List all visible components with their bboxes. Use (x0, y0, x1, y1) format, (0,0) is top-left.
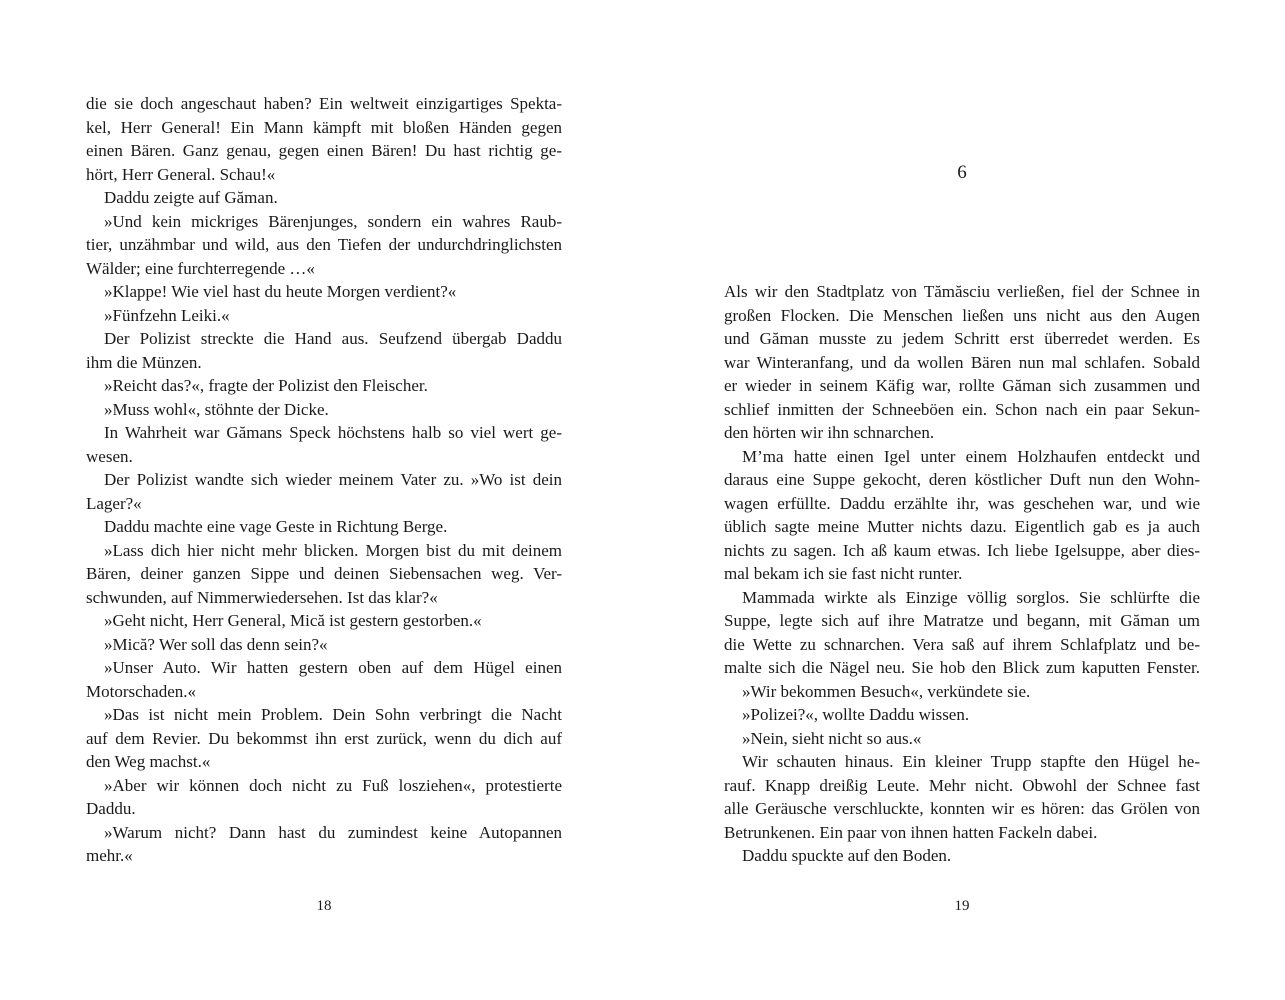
text-line: Betrunkenen. Ein paar von ihnen hatten Fackeln dabei. (724, 822, 1098, 842)
text-line: Wälder; eine furchterregende …« (86, 258, 315, 278)
text-line: üblich sagte meine Mutter nichts dazu. Eigentlich gab es ja auch (724, 517, 1200, 536)
text-line: ihm die Münzen. (86, 352, 202, 372)
text-line: war Winteranfang, und da wollen Bären nun mal schlafen. Sobald (724, 352, 1200, 372)
text-line: alle Geräusche verschluckte, konnten wir es hören: das Grölen von (724, 799, 1200, 818)
text-line: »Unser Auto. Wir hatten gestern oben auf dem Hügel einen (104, 658, 562, 677)
text-line: die sie doch angeschaut haben? Ein weltweit einzigartiges Spekta- (86, 94, 562, 113)
text-line: den Weg machst.« (86, 752, 211, 771)
text-line: daraus eine Suppe gekocht, deren köstlicher Duft nun den Wohn- (724, 470, 1200, 489)
text-line: »Muss wohl«, stöhnte der Dicke. (104, 399, 329, 419)
text-line: Mammada wirkte als Einzige völlig sorglos. Sie schlürfte die (742, 587, 1200, 607)
text-line: Suppe, legte sich auf ihre Matratze und begann, mit Găman um (724, 611, 1200, 630)
text-line: Bären, deiner ganzen Sippe und deinen Siebensachen weg. Ver- (86, 564, 562, 583)
text-line: M’ma hatte einen Igel unter einem Holzhaufen entdeckt und (742, 446, 1200, 466)
text-line: nichts zu sagen. Ich aß kaum etwas. Ich liebe Igelsuppe, aber dies- (724, 540, 1200, 560)
text-line: »Und kein mickriges Bärenjunges, sondern ein wahres Raub- (104, 211, 562, 231)
right-page-number: 19 (954, 898, 970, 914)
text-line: Motorschaden.« (86, 681, 197, 701)
text-line: »Polizei?«, wollte Daddu wissen. (742, 705, 970, 724)
text-line: Der Polizist streckte die Hand aus. Seufzend übergab Daddu (104, 329, 562, 348)
text-line: Daddu. (86, 799, 136, 818)
text-line: »Reicht das?«, fragte der Polizist den Fleischer. (104, 376, 428, 395)
text-line: Wir schauten hinaus. Ein kleiner Trupp stapfte den Hügel he- (742, 752, 1200, 771)
text-line: »Warum nicht? Dann hast du zumindest keine Autopannen (104, 822, 562, 842)
text-line: Daddu zeigte auf Găman. (104, 188, 278, 207)
text-line: mal bekam ich sie fast nicht runter. (724, 564, 963, 583)
text-line: mehr.« (86, 846, 133, 865)
text-line: Als wir den Stadtplatz von Tămăsciu verließen, fiel der Schnee in (724, 282, 1200, 301)
text-line: den hörten wir ihn schnarchen. (724, 423, 935, 442)
text-line: »Lass dich hier nicht mehr blicken. Morgen bist du mit deinem (104, 540, 562, 560)
text-line: wesen. (86, 446, 133, 466)
left-page (0, 0, 642, 1000)
text-line: In Wahrheit war Gămans Speck höchstens halb so viel wert ge- (104, 423, 562, 442)
text-line: auf dem Revier. Du bekommst ihn erst zurück, wenn du dich auf (86, 728, 562, 748)
text-line: malte sich die Nägel neu. Sie hob den Blick zum kaputten Fenster. (724, 658, 1200, 677)
text-line: »Klappe! Wie viel hast du heute Morgen verdient?« (104, 282, 457, 301)
text-line: hört, Herr General. Schau!« (86, 164, 276, 184)
text-line: einen Bären. Ganz genau, gegen einen Bären! Du hast richtig ge- (86, 141, 562, 160)
text-line: »Das ist nicht mein Problem. Dein Sohn verbringt die Nacht (104, 705, 562, 724)
right-page-text (724, 280, 1200, 868)
text-line: Der Polizist wandte sich wieder meinem Vater zu. »Wo ist dein (104, 470, 562, 489)
right-page (642, 0, 1285, 1000)
text-line: »Geht nicht, Herr General, Mică ist gestern gestorben.« (104, 611, 482, 630)
text-line: und Găman musste zu jedem Schritt erst überredet werden. Es (724, 329, 1200, 348)
left-page-text (86, 92, 562, 868)
text-line: rauf. Knapp dreißig Leute. Mehr nicht. Obwohl der Schnee fast (724, 775, 1200, 795)
left-page-number: 18 (316, 898, 332, 914)
chapter-number: 6 (957, 162, 967, 183)
text-line: »Nein, sieht nicht so aus.« (742, 728, 922, 748)
text-line: schwunden, auf Nimmerwiedersehen. Ist das klar?« (86, 587, 438, 607)
text-line: großen Flocken. Die Menschen ließen uns nicht aus den Augen (724, 305, 1200, 325)
text-line: Lager?« (86, 493, 142, 513)
text-line: schlief inmitten der Schneeböen ein. Schon nach ein paar Sekun- (724, 399, 1200, 419)
text-line: »Fünfzehn Leiki.« (104, 305, 230, 325)
text-line: »Mică? Wer soll das denn sein?« (104, 634, 328, 654)
text-line: »Wir bekommen Besuch«, verkündete sie. (742, 681, 1031, 701)
text-line: tier, unzähmbar und wild, aus den Tiefen der undurchdringlichsten (86, 235, 562, 254)
text-line: »Aber wir können doch nicht zu Fuß losziehen«, protestierte (104, 775, 562, 795)
text-line: Daddu machte eine vage Geste in Richtung Berge. (104, 517, 448, 536)
text-line: kel, Herr General! Ein Mann kämpft mit bloßen Händen gegen (86, 117, 562, 137)
text-line: die Wette zu schnarchen. Vera saß auf ihrem Schlafplatz und be- (724, 634, 1200, 654)
text-line: Daddu spuckte auf den Boden. (742, 846, 952, 865)
text-line: er wieder in seinem Käfig war, rollte Găman sich zusammen und (724, 376, 1200, 395)
text-line: wagen erfüllte. Daddu erzählte ihr, was geschehen war, und wie (724, 493, 1200, 513)
